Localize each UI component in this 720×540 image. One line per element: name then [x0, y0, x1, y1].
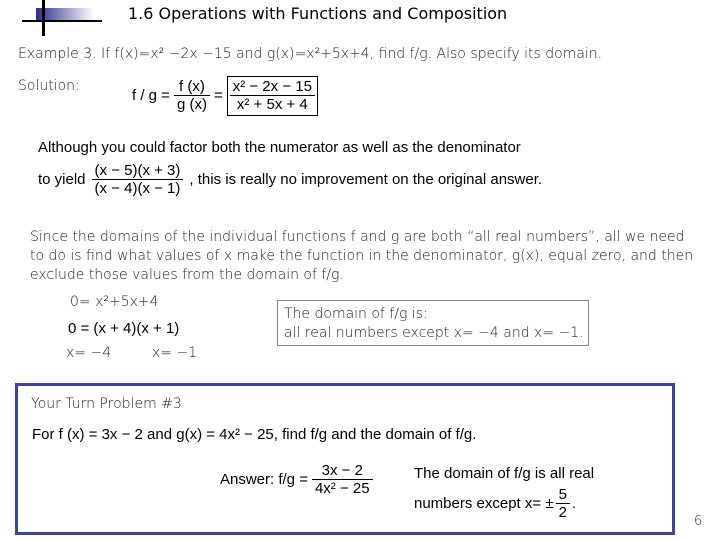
work-eq2: 0 = (x + 4)(x + 1) — [68, 320, 180, 337]
domain-answer-box — [277, 300, 589, 346]
example-statement: Example 3. If f(x)=x² −2x −15 and g(x)=x²+5x+4, find f/g. Also specify its domain. — [18, 46, 603, 62]
fx-over-gx: $\frac{f (x)}{g (x)}$ — [174, 78, 210, 114]
polynomial-fraction: $\frac{\text{x² − 2x − 15}}{\text{x² + 5x + 4}}$ — [227, 76, 318, 116]
your-turn-answer: Answer: f/g = $\frac{3x - 2}{\text{4x² − 25}}$ — [220, 462, 373, 498]
page-number: 6 — [694, 514, 703, 529]
slide-logo — [22, 0, 102, 36]
domain-line2: all real numbers except x= −4 and x= −1. — [284, 325, 584, 341]
root-2: x= −1 — [152, 345, 198, 361]
work-eq1: 0= x²+5x+4 — [70, 294, 159, 310]
solution-label: Solution: — [18, 78, 80, 94]
factor-note-line2: to yield $\frac{(x - 5)(x + 3)}{(x - 4)(x - 1)}$ , this is really no improvement on the original answer. — [38, 162, 543, 198]
your-turn-domain: The domain of f/g is all real numbers except x= ± $\frac{5}{2}$ . — [414, 465, 595, 522]
factored-fraction: $\frac{(x - 5)(x + 3)}{(x - 4)(x - 1)}$ — [92, 162, 184, 198]
domain-line1: The domain of f/g is: — [284, 306, 428, 322]
root-1: x= −4 — [66, 345, 112, 361]
your-turn-title: Your Turn Problem #3 — [31, 396, 182, 412]
your-turn-problem: For f (x) = 3x − 2 and g(x) = 4x² − 25, find f/g and the domain of f/g. — [32, 426, 477, 443]
factor-note-line1: Although you could factor both the numerator as well as the denominator — [38, 139, 521, 156]
domain-fraction: $\frac{5}{2}$ — [556, 486, 570, 522]
fg-equation — [132, 76, 318, 116]
answer-fraction: $\frac{3x - 2}{\text{4x² − 25}}$ — [312, 462, 373, 498]
page-title: 1.6 Operations with Functions and Composition — [128, 4, 508, 23]
fg-lhs: f / g = — [132, 87, 170, 105]
your-turn-box — [15, 383, 675, 535]
equals-sign: = — [213, 87, 223, 105]
explanation-paragraph: Since the domains of the individual functions f and g are both “all real numbers”, all we need to do is find what values of x make the function in the denominator, g(x), equal zero, and then exclude those values from the domain of f/g. — [30, 229, 694, 283]
